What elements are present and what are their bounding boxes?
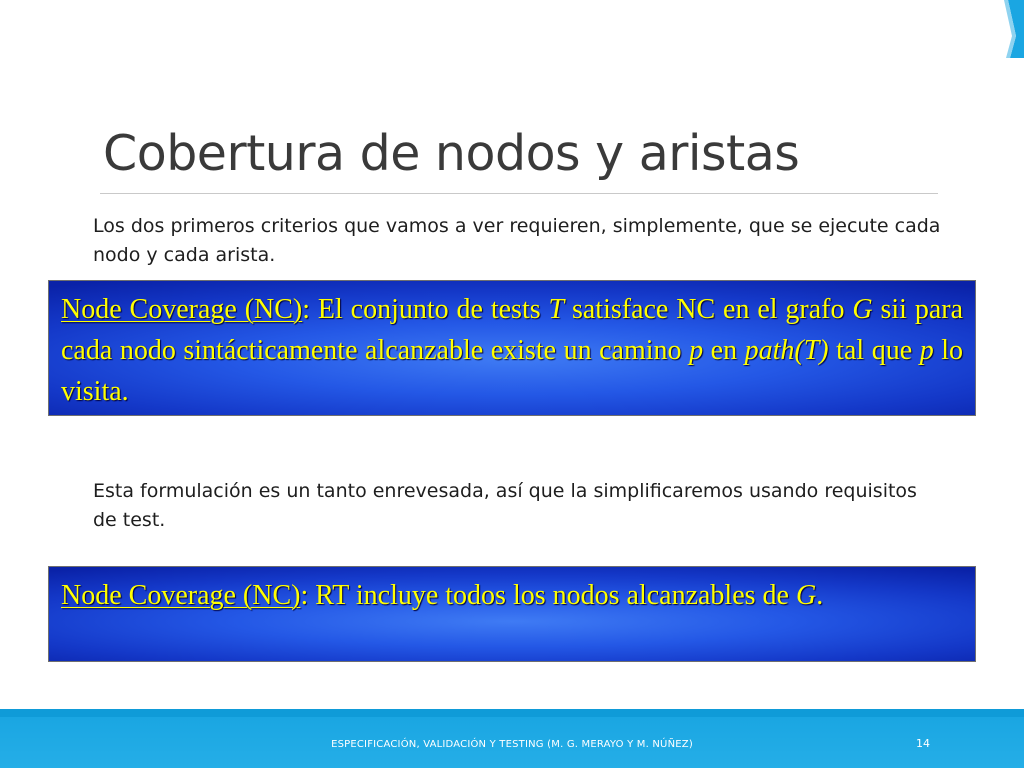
definition-term: Node Coverage (NC) [61, 294, 303, 325]
variable-g: G [795, 580, 817, 611]
footer-text: ESPECIFICACIÓN, VALIDACIÓN Y TESTING (M. G. MERAYO Y M. NÚÑEZ) [331, 739, 693, 750]
definition-term: Node Coverage (NC) [61, 580, 301, 611]
definition-text: lo visita. [61, 335, 964, 407]
definition-text: . [816, 580, 824, 611]
definition-text: : RT incluye todos los nodos alcanzables de [300, 580, 796, 611]
node-coverage-simplified-box [48, 566, 976, 662]
definition-text: sii para cada nodo sintácticamente alcanzable existe un camino [61, 294, 964, 366]
node-coverage-definition-box [48, 280, 976, 416]
variable-p: p [689, 335, 704, 366]
definition-text: tal que [828, 335, 920, 366]
variable-g: G [852, 294, 873, 325]
definition-text: satisface NC en el grafo [564, 294, 853, 325]
variable-path-t: path(T) [744, 335, 829, 366]
definition-text: : El conjunto de tests [302, 294, 549, 325]
simplification-paragraph: Esta formulación es un tanto enrevesada, así que la simplificaremos usando requisitos de test. [93, 480, 917, 531]
variable-t: T [548, 294, 565, 325]
page-number: 14 [916, 737, 930, 750]
corner-decoration [1002, 0, 1024, 58]
slide-title: Cobertura de nodos y aristas [103, 125, 800, 182]
variable-p: p [919, 335, 934, 366]
title-divider [100, 193, 938, 194]
definition-text: en [703, 335, 745, 366]
intro-paragraph: Los dos primeros criterios que vamos a ver requieren, simplemente, que se ejecute cada nodo y cada arista. [93, 215, 941, 266]
